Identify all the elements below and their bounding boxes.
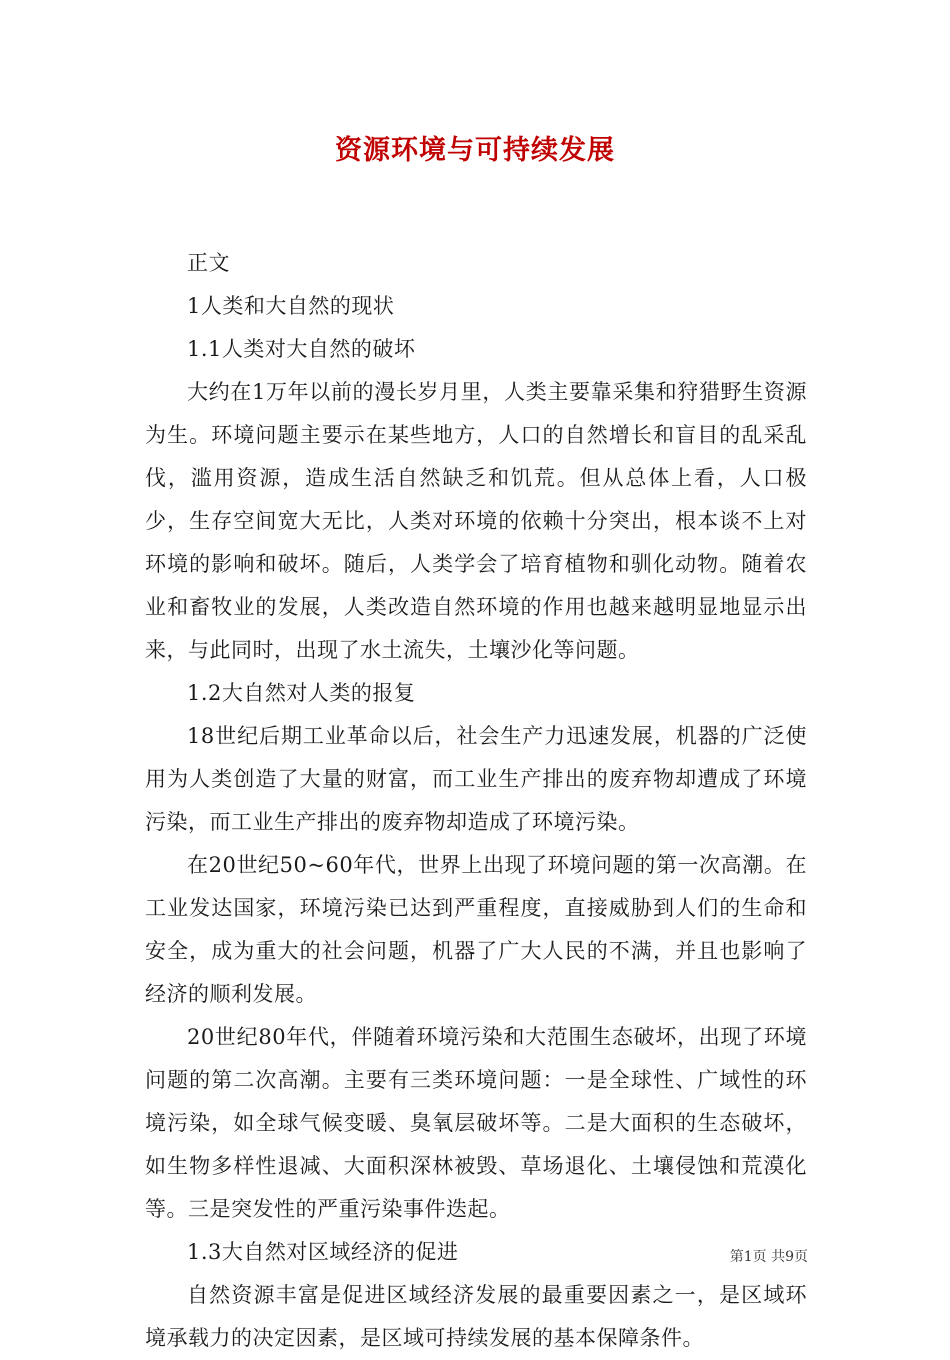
- paragraph-5: 自然资源丰富是促进区域经济发展的最重要因素之一，是区域环境承载力的决定因素，是区域可持续发展的基本保障条件。: [145, 1283, 807, 1350]
- heading-1-1: 1.1人类对大自然的破坏: [187, 337, 416, 361]
- paragraph-1: 大约在1万年以前的漫长岁月里，人类主要靠采集和狩猎野生资源为生。环境问题主要示在某些地方，人口的自然增长和盲目的乱采乱伐，滥用资源，造成生活自然缺乏和饥荒。但从总体上看，人口极少，生存空间宽大无比，人类对环境的依赖十分突出，根本谈不上对环境的影响和破坏。随后，人类学会了培育植物和驯化动物。随着农业和畜牧业的发展，人类改造自然环境的作用也越来越明显地显示出来，与此同时，出现了水土流失，土壤沙化等问题。: [145, 380, 807, 662]
- page-number: 第1页 共9页: [729, 1249, 808, 1265]
- heading-1: 1人类和大自然的现状: [187, 294, 395, 318]
- section-label: 正文: [187, 251, 230, 275]
- document-body: [145, 242, 807, 1360]
- paragraph-3: 在20世纪50~60年代，世界上出现了环境问题的第一次高潮。在工业发达国家，环境污染已达到严重程度，直接威胁到人们的生命和安全，成为重大的社会问题，机器了广大人民的不满，并且也影响了经济的顺利发展。: [145, 853, 807, 1006]
- paragraph-2: 18世纪后期工业革命以后，社会生产力迅速发展，机器的广泛使用为人类创造了大量的财富，而工业生产排出的废弃物却遭成了环境污染，而工业生产排出的废弃物却造成了环境污染。: [145, 724, 807, 834]
- paragraph-4: 20世纪80年代，伴随着环境污染和大范围生态破坏，出现了环境问题的第二次高潮。主要有三类环境问题：一是全球性、广域性的环境污染，如全球气候变暖、臭氧层破坏等。二是大面积的生态破坏，如生物多样性退减、大面积深林被毁、草场退化、土壤侵蚀和荒漠化等。三是突发性的严重污染事件迭起。: [145, 1025, 807, 1221]
- heading-1-3: 1.3大自然对区域经济的促进: [187, 1240, 459, 1264]
- document-title: 资源环境与可持续发展: [335, 135, 615, 166]
- heading-1-2: 1.2大自然对人类的报复: [187, 681, 416, 705]
